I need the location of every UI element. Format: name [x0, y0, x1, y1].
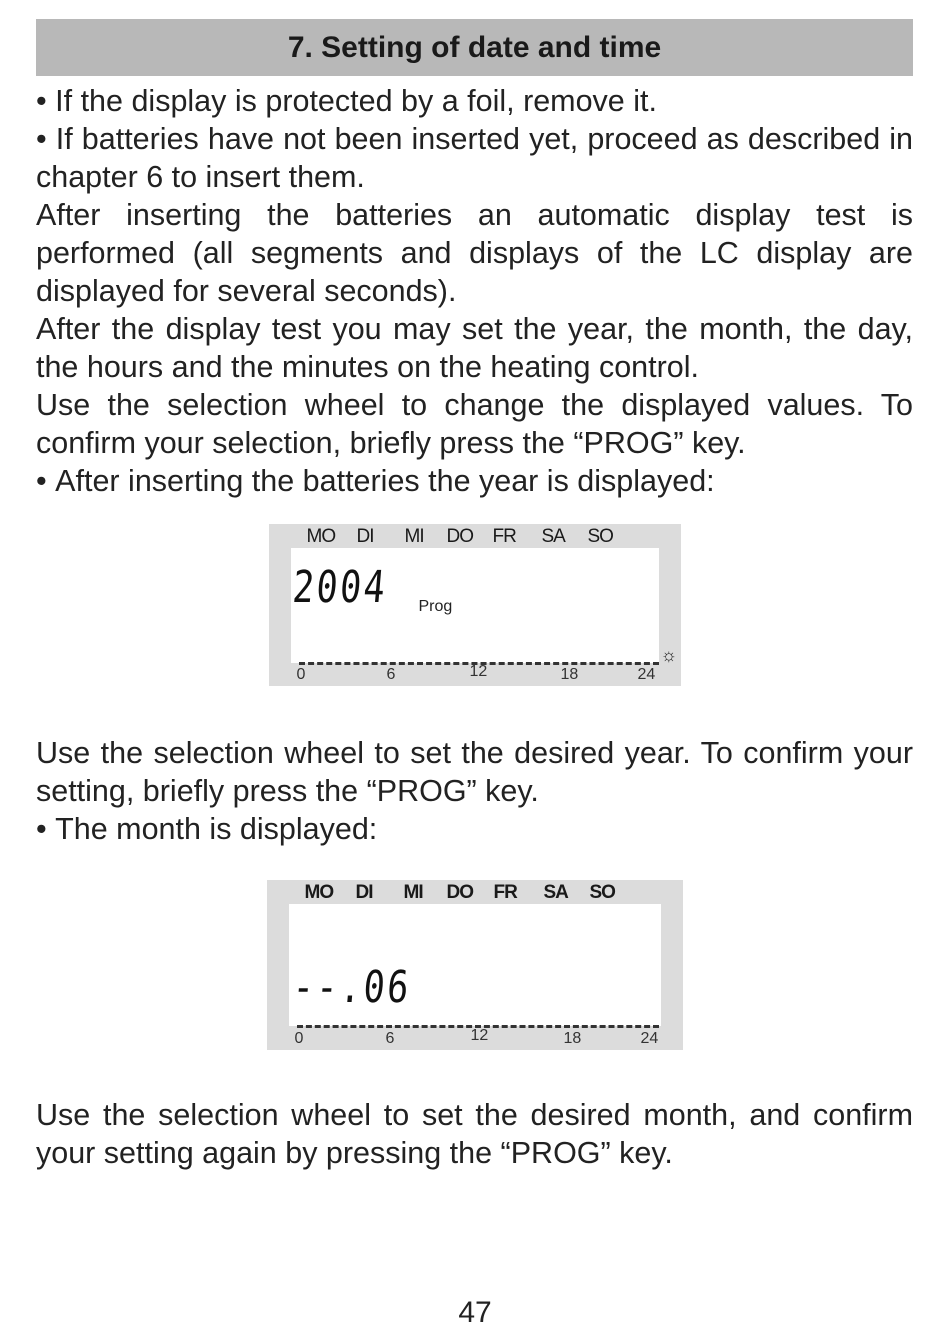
tick-12: 12: [469, 663, 488, 680]
lcd-year-display: [269, 524, 681, 686]
weekday-so: SO: [589, 882, 615, 903]
lcd-screen: [291, 548, 659, 663]
weekday-di: DI: [355, 882, 373, 903]
year-value: 2004: [290, 562, 389, 613]
weekday-so: SO: [587, 526, 613, 547]
section-title: 7. Setting of date and time: [287, 31, 662, 64]
bullet-insert-batteries: • If batteries have not been inserted yet, proceed as described in chapter 6 to insert them.: [36, 120, 913, 196]
tick-6: 6: [386, 666, 396, 683]
manual-page: [36, 19, 913, 1172]
weekday-row: [269, 526, 681, 548]
weekday-row: [267, 882, 683, 904]
weekday-sa: SA: [541, 526, 565, 547]
paragraph-set-date: After the display test you may set the year, the month, the day, the hours and the minutes on the heating control.: [36, 312, 913, 384]
weekday-do: DO: [446, 526, 473, 547]
prog-indicator: Prog: [418, 598, 453, 615]
bullet-month-displayed: • The month is displayed:: [36, 810, 913, 848]
intro-text: [36, 82, 913, 500]
tick-0: 0: [296, 666, 306, 683]
bullet-remove-foil: • If the display is protected by a foil, remove it.: [36, 82, 913, 120]
tick-24: 24: [637, 666, 656, 683]
weekday-mo: MO: [306, 526, 336, 547]
paragraph-display-test: After inserting the batteries an automatic display test is performed (all segments and displays of the LC display are displayed for several seconds).: [36, 198, 913, 308]
weekday-do: DO: [446, 882, 473, 903]
tick-6: 6: [385, 1030, 395, 1047]
paragraph-set-month: Use the selection wheel to set the desired month, and confirm your setting again by pressing the “PROG” key.: [36, 1098, 913, 1170]
tick-12: 12: [470, 1027, 489, 1044]
weekday-sa: SA: [543, 882, 568, 903]
month-value: --.06: [290, 962, 413, 1013]
weekday-mo: MO: [304, 882, 334, 903]
paragraph-set-year: Use the selection wheel to set the desired year. To confirm your setting, briefly press the “PROG” key.: [36, 736, 913, 808]
bullet-year-displayed: • After inserting the batteries the year is displayed:: [36, 462, 913, 500]
month-instructions: [36, 1096, 913, 1172]
weekday-mi: MI: [403, 882, 423, 903]
tick-0: 0: [294, 1030, 304, 1047]
year-instructions: [36, 734, 913, 848]
tick-24: 24: [640, 1030, 659, 1047]
weekday-fr: FR: [492, 526, 516, 547]
page-number: 47: [458, 1296, 492, 1329]
tick-18: 18: [563, 1030, 582, 1047]
sun-icon: ☼: [660, 645, 677, 665]
paragraph-selection-wheel: Use the selection wheel to change the displayed values. To confirm your selection, briefly press the “PROG” key.: [36, 388, 913, 460]
lcd-month-display: [267, 880, 683, 1050]
section-header: [36, 19, 913, 76]
weekday-di: DI: [356, 526, 374, 547]
weekday-fr: FR: [493, 882, 517, 903]
lcd-screen: [289, 904, 661, 1026]
tick-18: 18: [560, 666, 579, 683]
weekday-mi: MI: [404, 526, 424, 547]
